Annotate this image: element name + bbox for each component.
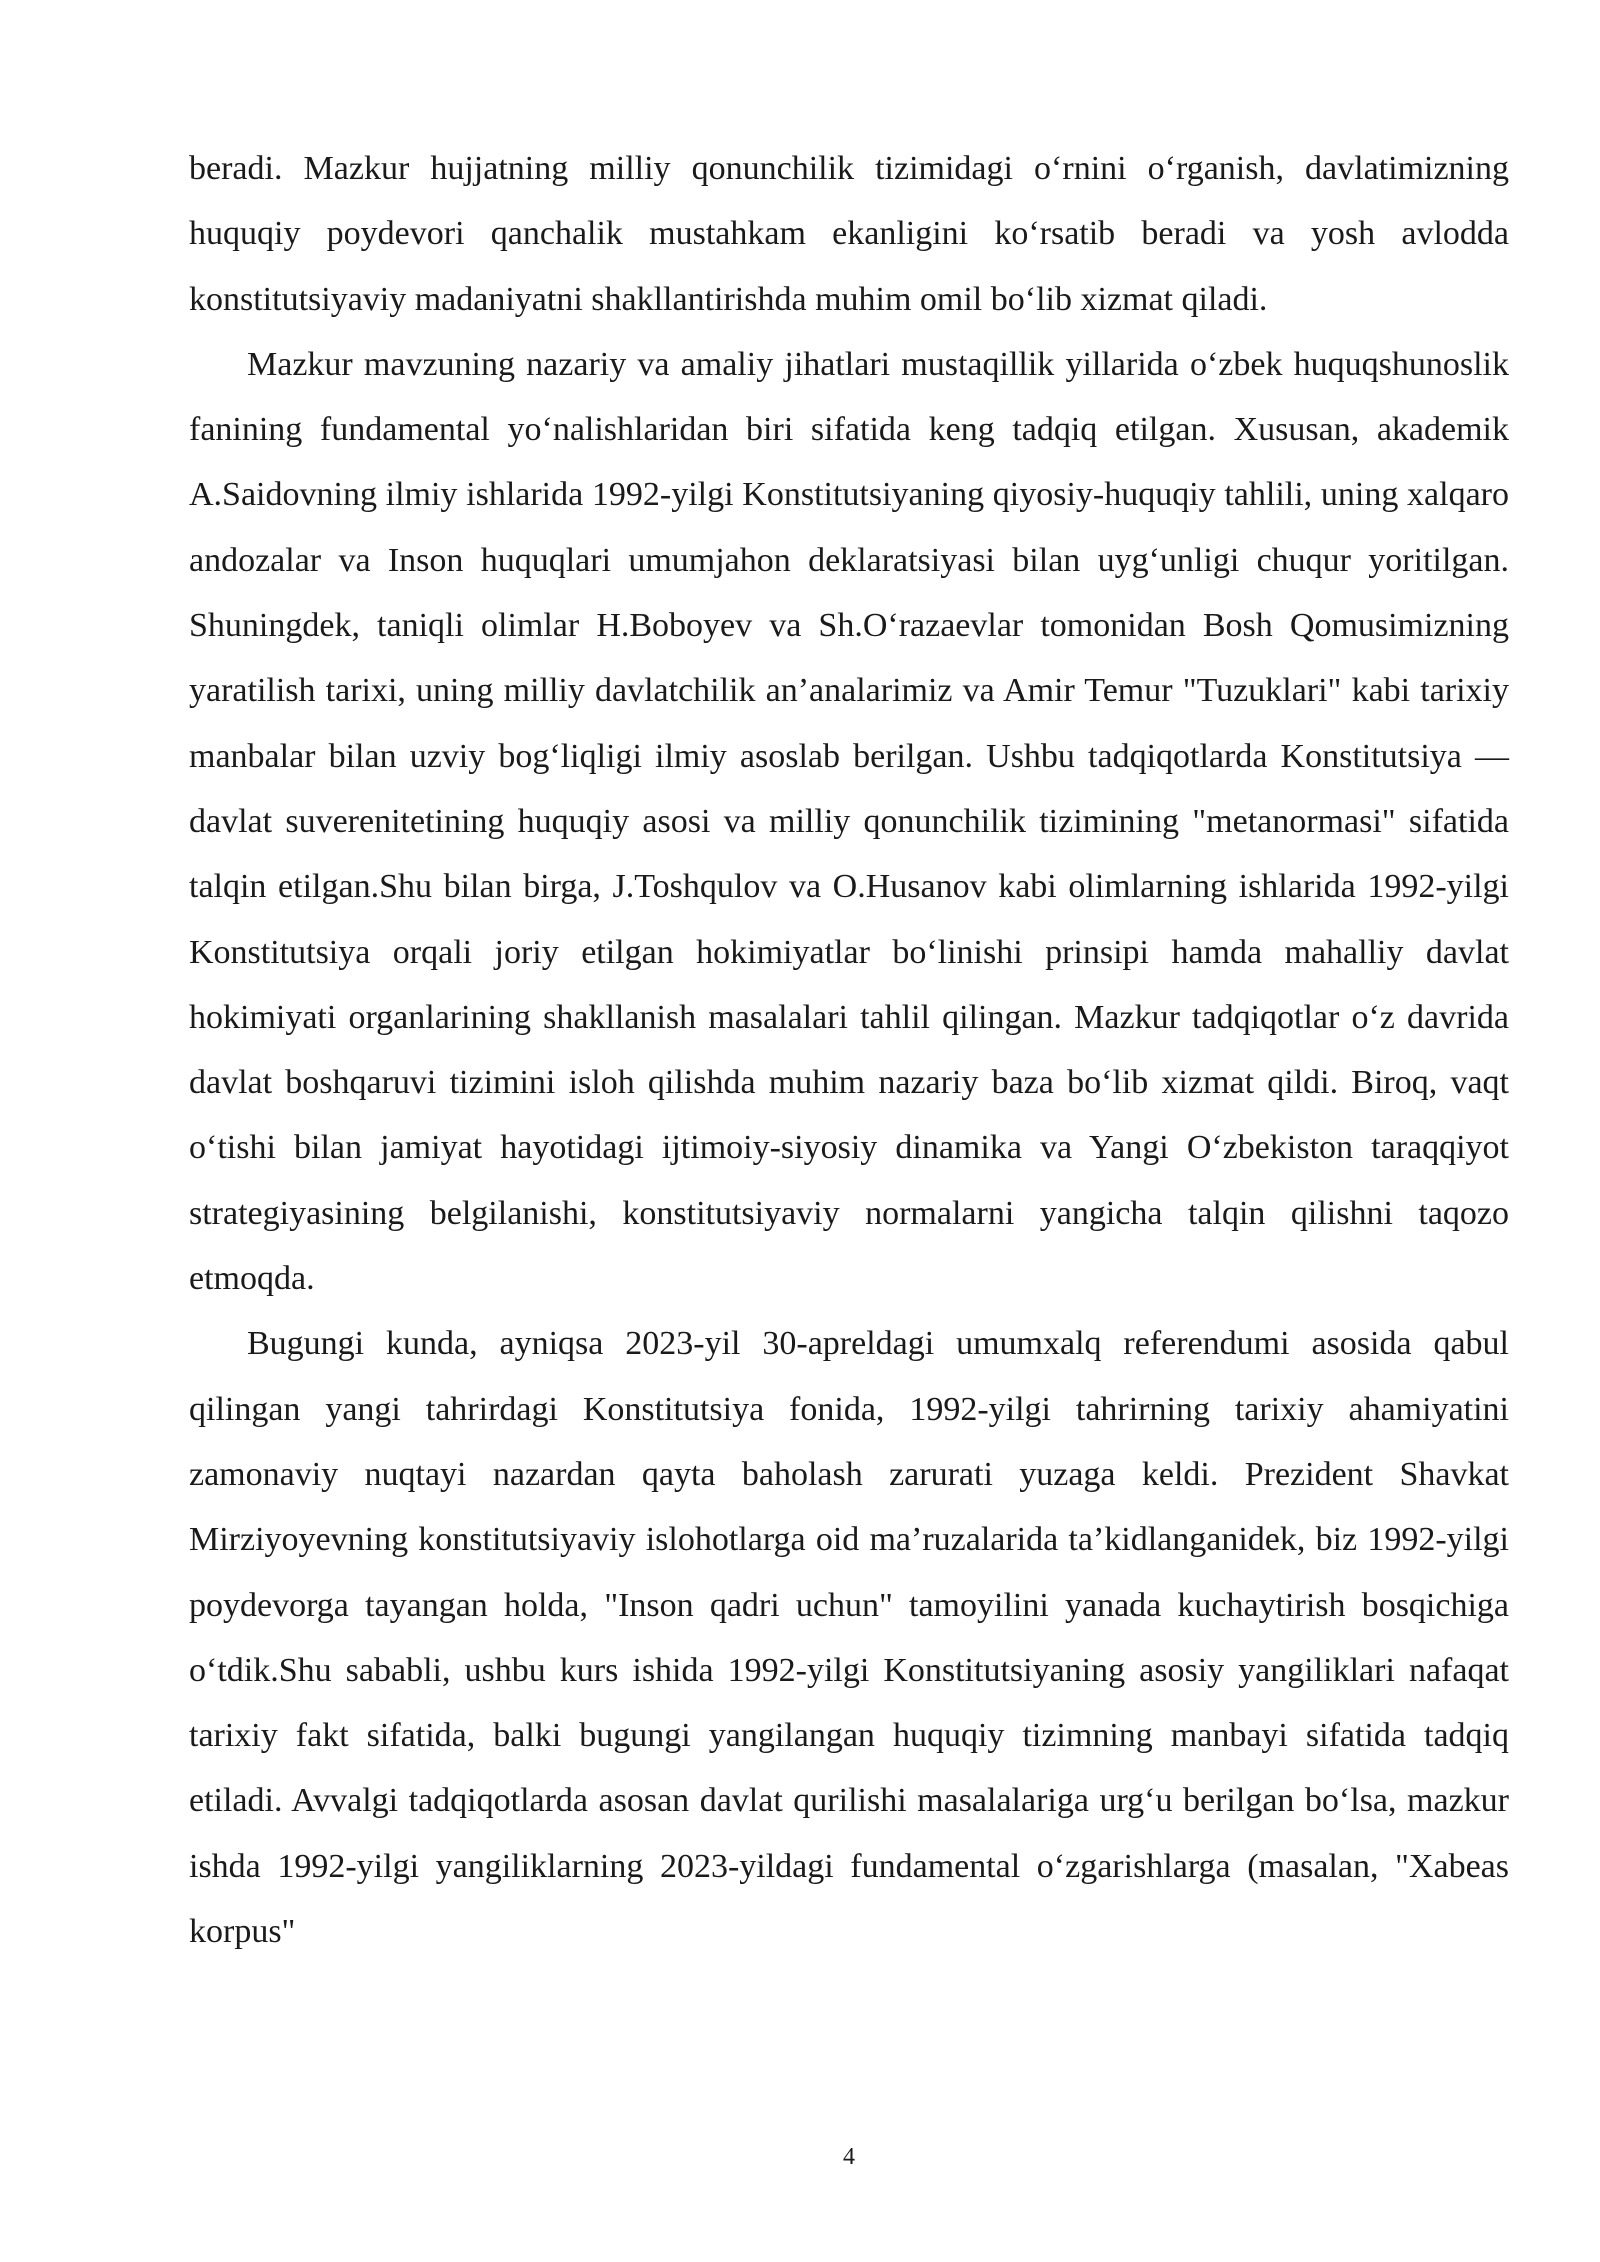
paragraph-research-review: Mazkur mavzuning nazariy va amaliy jihatlari mustaqillik yillarida o‘zbek huquqshunoslik fanining fundamental yo‘nalishlaridan biri sifatida keng tadqiq etilgan. Xususan, akademik A.Saidovning ilmiy ishlarida 1992-yilgi Konstitutsiyaning qiyosiy-huquqiy tahlili, uning xalqaro andozalar va Inson huquqlari umumjahon deklaratsiyasi bilan uyg‘unligi chuqur yoritilgan. Shuningdek, taniqli olimlar H.Boboyev va Sh.O‘razaevlar tomonidan Bosh Qomusimizning yaratilish tarixi, uning milliy davlatchilik an’analarimiz va Amir Temur "Tuzuklari" kabi tarixiy manbalar bilan uzviy bog‘liqligi ilmiy asoslab berilgan. Ushbu tadqiqotlarda Konstitutsiya — davlat suverenitetining huquqiy asosi va milliy qonunchilik tizimining "metanormasi" sifatida talqin etilgan.Shu bilan birga, J.Toshqulov va O.Husanov kabi olimlarning ishlarida 1992-yilgi Konstitutsiya orqali joriy etilgan hokimiyatlar bo‘linishi prinsipi hamda mahalliy davlat hokimiyati organlarining shakllanish masalalari tahlil qilingan. Mazkur tadqiqotlar o‘z davrida davlat boshqaruvi tizimini isloh qilishda muhim nazariy baza bo‘lib xizmat qildi. Biroq, vaqt o‘tishi bilan jamiyat hayotidagi ijtimoiy-siyosiy dinamika va Yangi O‘zbekiston taraqqiyot strategiyasining belgilanishi, konstitutsiyaviy normalarni yangicha talqin qilishni taqozo etmoqda.	[189, 345, 1509, 1298]
paragraph-current-relevance: Bugungi kunda, ayniqsa 2023-yil 30-apreldagi umumxalq referendumi asosida qabul qilingan yangi tahrirdagi Konstitutsiya fonida, 1992-yilgi tahrirning tarixiy ahamiyatini zamonaviy nuqtayi nazardan qayta baholash zarurati yuzaga keldi. Prezident Shavkat Mirziyoyevning konstitutsiyaviy islohotlarga oid ma’ruzalarida ta’kidlanganidek, biz 1992-yilgi poydevorga tayangan holda, "Inson qadri uchun" tamoyilini yanada kuchaytirish bosqichiga o‘tdik.Shu sababli, ushbu kurs ishida 1992-yilgi Konstitutsiyaning asosiy yangiliklari nafaqat tarixiy fakt sifatida, balki bugungi yangilangan huquqiy tizimning manbayi sifatida tadqiq etiladi. Avvalgi tadqiqotlarda asosan davlat qurilishi masalalariga urg‘u berilgan bo‘lsa, mazkur ishda 1992-yilgi yangiliklarning 2023-yildagi fundamental o‘zgarishlarga (masalan, "Xabeas korpus"	[189, 1325, 1509, 1951]
body-text	[189, 136, 1509, 1964]
paragraph-continuation: beradi. Mazkur hujjatning milliy qonunchilik tizimidagi o‘rnini o‘rganish, davlatimizning huquqiy poydevori qanchalik mustahkam ekanligini ko‘rsatib beradi va yosh avlodda konstitutsiyaviy madaniyatni shakllantirishda muhim omil bo‘lib xizmat qiladi.	[189, 150, 1509, 318]
page-number: 4	[843, 2144, 855, 2170]
